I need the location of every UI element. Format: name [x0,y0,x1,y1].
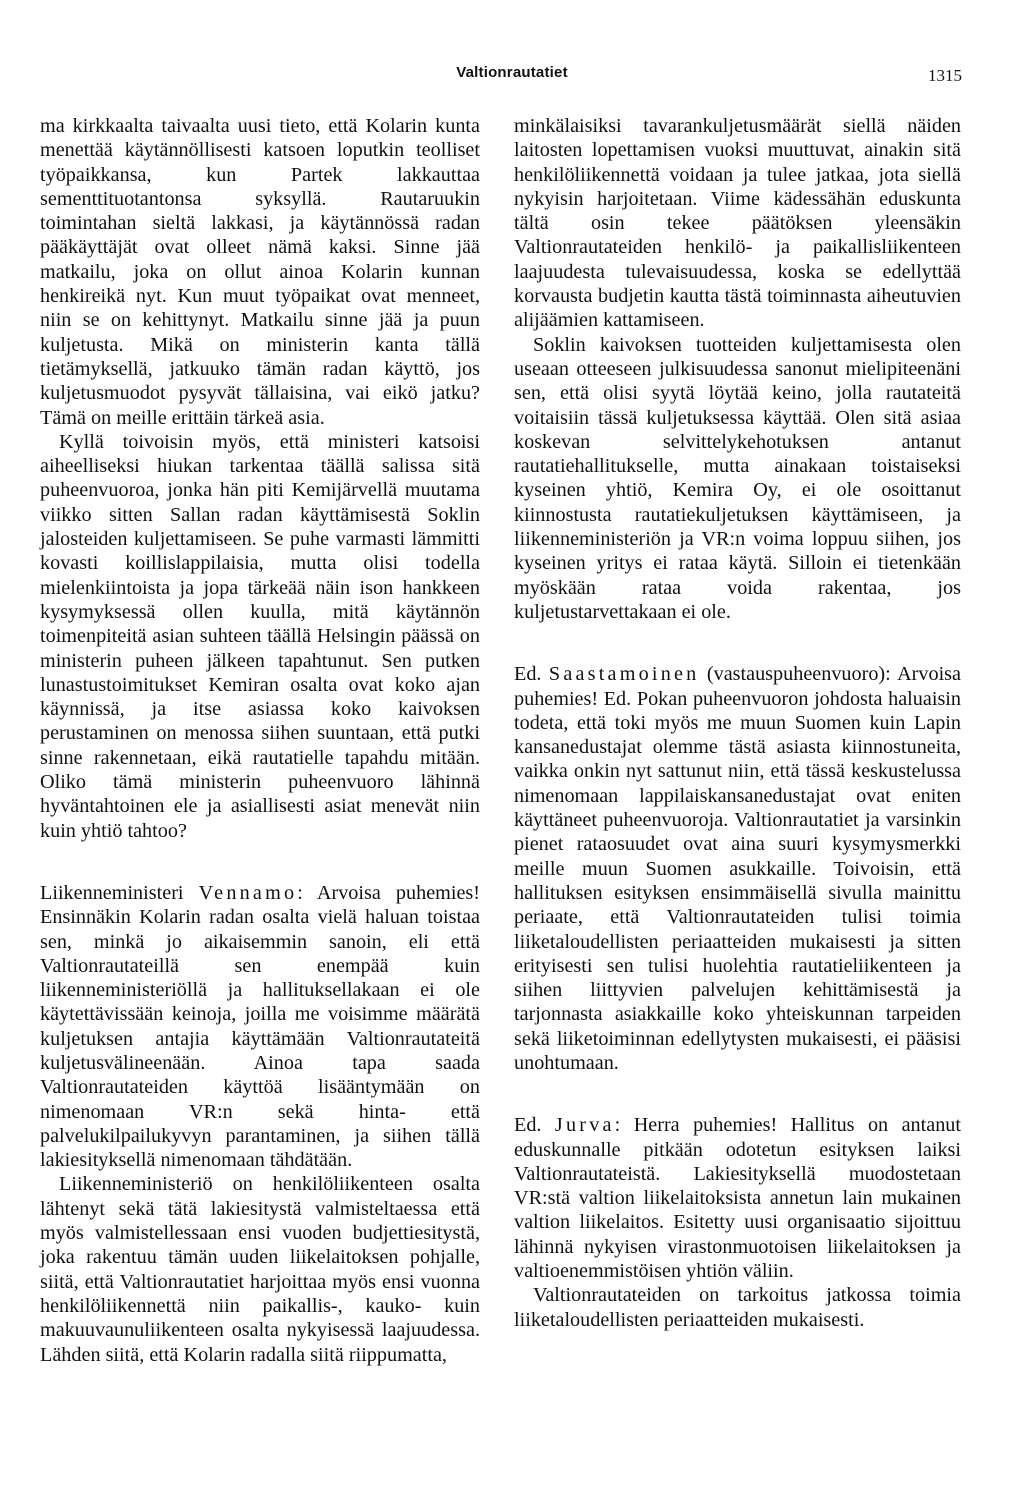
speech-saastamoinen [514,662,961,1075]
speech-jurva [514,1113,961,1283]
speaker-role: Liikenneministeri [40,881,184,904]
left-column [40,114,480,1367]
speaker-role: Ed. [514,1114,542,1137]
paragraph: Liikenneministeriö on henkilöliikenteen osalta lähtenyt sekä tätä lakiesitystä valmisteltaessa että myös valmistellessaan ensi vuoden budjettiesitystä, joka rakentuu tämän uuden liikelaitoksen pohjalle, siitä, että Valtionrautatiet harjoittaa myös ensi vuonna henkilöliikennettä niin paikallis-, kauko- kuin makuuvaunuliikenteen osalta nykyisessä laajuudessa. Lähden siitä, että Kolarin radalla siitä riippumatta, [40,1173,480,1366]
page-number: 1315 [928,66,962,85]
speaker-name: Saastamoinen [548,663,700,686]
paragraph: minkälaisiksi tavarankuljetusmäärät siellä näiden laitosten lopettamisen vuoksi muuttuvat, ainakin sitä henkilöliikennettä voidaan ja tulee jatkaa, jota siellä nykyisin harjoitetaan. Viime kädessähän eduskunta tältä osin tekee päätöksen yleensäkin Valtionrautateiden henkilö- ja paikallisliikenteen laajuudesta tulevaisuudessa, koska se edellyttää korvausta budjetin kautta tästä toiminnasta aiheutuvien alijäämien kattamiseen. [514,115,961,332]
speech-text: : Herra puhemies! Hallitus on antanut eduskunnalle pitkään odotetun esityksen laiksi Valtionrautateistä. Lakiesityksellä muodostetaan VR:stä valtion liikelaitoksista annetun lain mukainen valtion liikelaitos. Esitetty uusi organisaatio sijoittuu lähinnä nykyisen virastonmuotoisen liikelaitoksen ja valtioenemmistöisen yhtiön väliin. [514,1114,961,1283]
running-title: Valtionrautatiet [456,64,568,81]
speaker-role: Ed. [514,663,542,686]
running-header [0,60,1024,90]
speaker-name: Vennamo [198,881,298,904]
right-column [514,114,961,1332]
speech-text: (vastauspuheenvuoro): Arvoisa puhemies! Ed. Pokan puheenvuoron johdosta haluaisin todeta, että toki myös me muun Suomen kuin Lapin kansanedustajat olemme tästä asiasta kiinnostuneita, vaikka onkin nyt sattunut niin, että tässä keskustelussa nimenomaan lappilaiskansanedustajat ovat eniten käyttäneet puheenvuoroja. Valtionrautatiet ja varsinkin pienet rataosuudet ovat aina suuri kysymysmerkki meille muun Suomen asukkaille. Toivoisin, että hallituksen esityksen ensimmäisellä sivulla mainittu periaate, että Valtionrautateiden tulisi toimia liiketaloudellisten periaatteiden mukaisesti ja sitten erityisesti sen tulisi huolehtia rautatieliikenteen ja siihen liittyvien palvelujen kehittämisestä ja tarjonnasta asiakkaille koko yhteiskunnan tarpeiden sekä liiketoiminnan edellytysten mukaisesti, ei pääsisi unohtumaan. [514,663,961,1074]
paragraph: Valtionrautateiden on tarkoitus jatkossa toimia liiketaloudellisten periaatteiden mukaisesti. [514,1284,961,1331]
speaker-name: Jurva [554,1114,615,1137]
speech-text: : Arvoisa puhemies! Ensinnäkin Kolarin radan osalta vielä haluan toistaa sen, minkä jo aikaisemmin sanoin, eli että Valtionrautateillä sen enempää kuin liikenneministeriöllä ja hallituksellakaan ei ole käytettävissään keinoja, joilla me voisimme määrätä kuljetuksen antajia käyttämään Valtionrautateitä kuljetusvälineenään. Ainoa tapa saada Valtionrautateiden käyttöä lisääntymään on nimenomaan VR:n sekä hinta- että palvelukilpailukyvyn parantaminen, ja siihen tällä lakiesityksellä nimenomaan tähdätään. [40,881,481,1172]
paragraph: ma kirkkaalta taivaalta uusi tieto, että Kolarin kunta menettää käytännöllisesti katsoen loputkin teolliset työpaikkansa, kun Partek lakkauttaa sementtituotantonsa syksyllä. Rautaruukin toimintahan sieltä lakkasi, ja käytännössä radan pääkäyttäjät ovat olleet nämä kaksi. Sinne jää matkailu, joka on ollut ainoa Kolarin kunnan henkireikä nyt. Kun muut työpaikat ovat menneet, niin se on kehittynyt. Matkailu sinne jää ja puun kuljetusta. Mikä on ministerin kanta tällä tietämyksellä, jatkuuko tämän radan käyttö, jos kuljetusmuodot pysyvät tällaisina, vai eikö jatku? Tämä on meille erittäin tärkeä asia. [40,115,480,429]
speech-vennamo [40,881,480,1173]
paragraph: Kyllä toivoisin myös, että ministeri katsoisi aiheelliseksi hiukan tarkentaa täällä salissa sitä puheenvuoroa, jonka hän piti Kemijärvellä muutama viikko sitten Sallan radan käyttämisestä Soklin jalosteiden kuljettamiseen. Se puhe varmasti lämmitti kovasti koillislappilaisia, mutta olisi todella mielenkiintoista ja jopa tärkeää näin ison hankkeen kysymyksessä ollen kuulla, mitä käytännön toimenpiteitä asian suhteen täällä Helsingin päässä on ministerin puheen jälkeen tapahtunut. Sen putken lunastustoimitukset Kemiran osalta ovat koko ajan käynnissä, ja itse asiassa koko kaivoksen perustaminen on menossa siihen suuntaan, että putki sinne rakennetaan, eikä rautatielle tapahdu mitään. Oliko tämä ministerin puheenvuoro lähinnä hyväntahtoinen ele ja asiallisesti asiat menevät niin kuin yhtiö tahtoo? [40,430,480,842]
paragraph: Soklin kaivoksen tuotteiden kuljettamisesta olen useaan otteeseen julkisuudessa sanonut mielipiteenäni sen, että olisi syytä löytää keino, jolla rautateitä voitaisiin tässä kuljetuksessa käyttää. Olen sitä asiaa koskevan selvittelykehotuksen antanut rautatiehallitukselle, mutta ainakaan toistaiseksi kyseinen yhtiö, Kemira Oy, ei ole osoittanut kiinnostusta rautatiekuljetuksen käyttämiseen, ja liikenneministeriön ja VR:n voima loppuu siihen, jos kyseinen yritys ei rataa käytä. Silloin ei tietenkään myöskään rataa voida rakentaa, jos kuljetustarvettakaan ei ole. [514,333,961,623]
